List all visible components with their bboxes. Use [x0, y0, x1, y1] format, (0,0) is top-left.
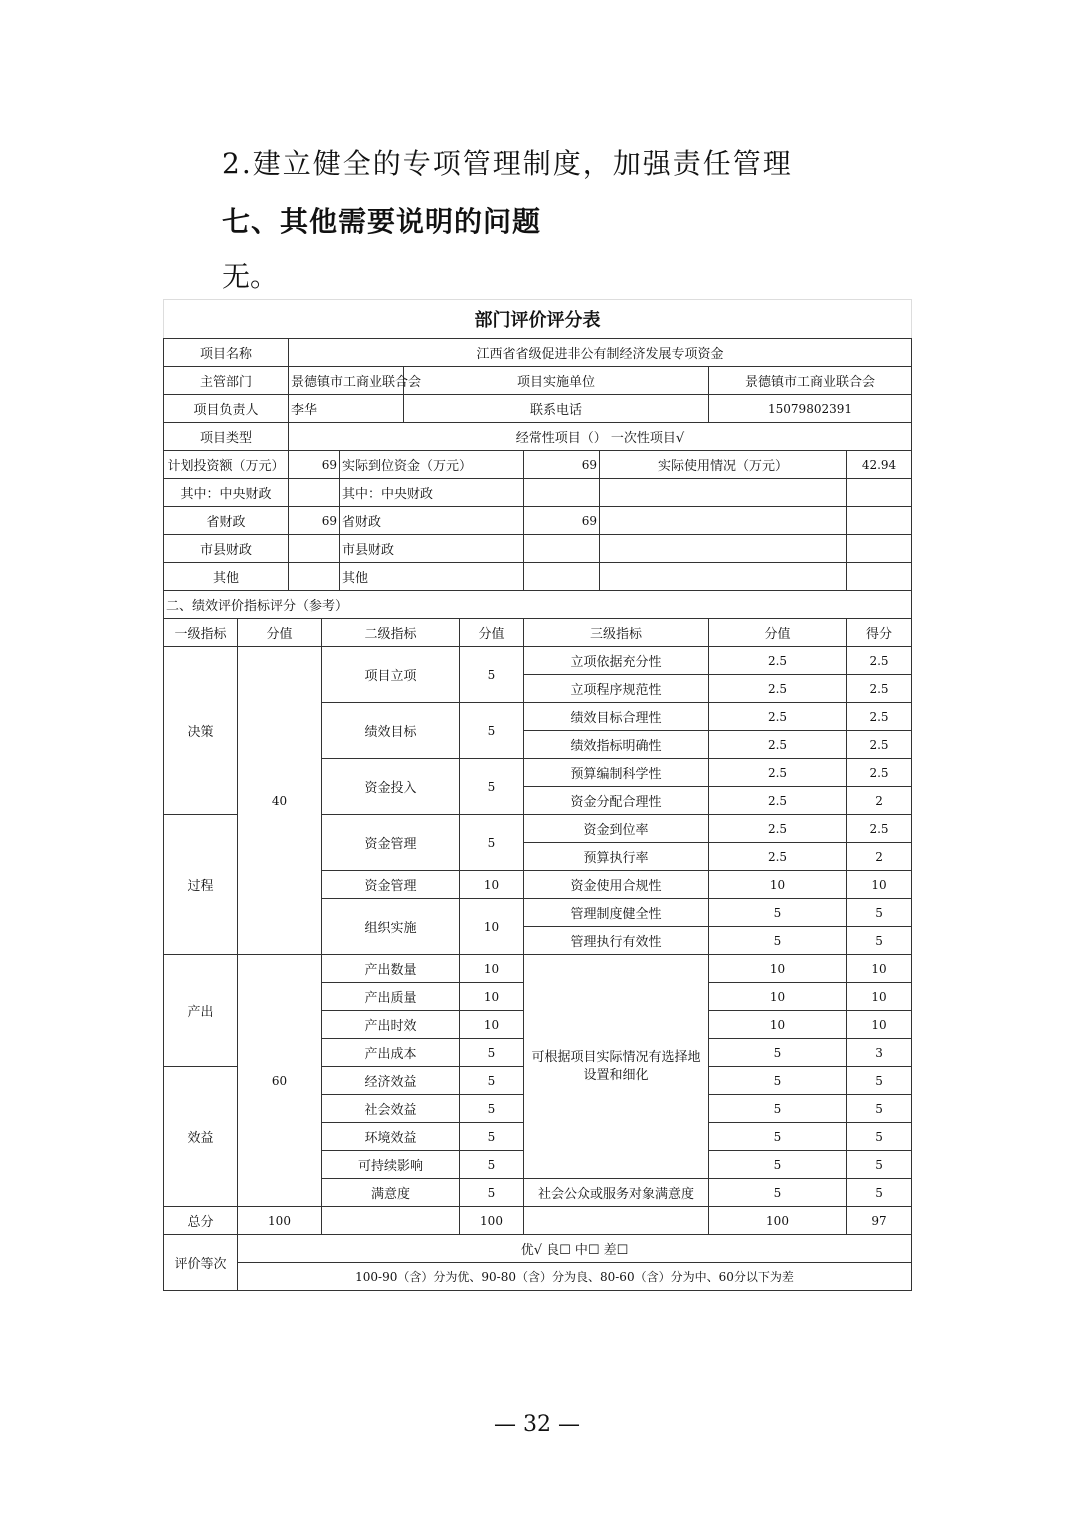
l3-max: 2.5: [709, 675, 847, 703]
used-value: 42.94: [847, 451, 912, 479]
city-used: [847, 535, 912, 563]
l2-lixiang: 项目立项: [322, 647, 460, 703]
l2-zijin-guanli-2-score: 10: [460, 871, 524, 899]
l1-decision: 决策: [164, 647, 238, 815]
l3-row: 预算编制科学性: [524, 759, 709, 787]
section-heading-7: 七、其他需要说明的问题: [222, 205, 542, 238]
page-number: — 32 —: [494, 1412, 580, 1437]
l3-row: 预算执行率: [524, 843, 709, 871]
l3-got: 2.5: [847, 675, 912, 703]
other-label-2: 其他: [340, 563, 524, 591]
other-plan: [289, 563, 340, 591]
actual-label: 实际到位资金（万元）: [340, 451, 524, 479]
city-label: 市县财政: [164, 535, 289, 563]
l2-jixiao: 绩效目标: [322, 703, 460, 759]
l3-got: 2: [847, 843, 912, 871]
l3-max: 2.5: [709, 815, 847, 843]
outcome-score: 5: [460, 1039, 524, 1067]
outcome-l2: 社会效益: [322, 1095, 460, 1123]
other-used-label: [600, 563, 847, 591]
outcome-got: 5: [847, 1067, 912, 1095]
outcome-l2: 产出成本: [322, 1039, 460, 1067]
central-used-label: [600, 479, 847, 507]
other-label: 其他: [164, 563, 289, 591]
plan-value: 69: [289, 451, 340, 479]
leader-label: 项目负责人: [164, 395, 289, 423]
outcome-max: 10: [709, 1011, 847, 1039]
grade-label: 评价等次: [164, 1235, 238, 1291]
l3-got: 2.5: [847, 731, 912, 759]
l3-got: 2.5: [847, 815, 912, 843]
outcome-max: 5: [709, 1179, 847, 1207]
city-actual: [524, 535, 600, 563]
l3-got: 5: [847, 927, 912, 955]
l3-max: 2.5: [709, 759, 847, 787]
outcome-max: 5: [709, 1095, 847, 1123]
outcome-max: 5: [709, 1039, 847, 1067]
l3-max: 2.5: [709, 731, 847, 759]
outcome-l2: 可持续影响: [322, 1151, 460, 1179]
l2-lixiang-score: 5: [460, 647, 524, 703]
l1-score-60: 60: [238, 955, 322, 1207]
dept-value: 景德镇市工商业联合会: [289, 367, 404, 395]
outcome-got: 5: [847, 1151, 912, 1179]
central-label: 其中：中央财政: [164, 479, 289, 507]
outcome-max: 5: [709, 1151, 847, 1179]
province-plan: 69: [289, 507, 340, 535]
l3-row: 绩效目标合理性: [524, 703, 709, 731]
outcome-score: 5: [460, 1067, 524, 1095]
outcome-l2: 满意度: [322, 1179, 460, 1207]
impl-unit-value: 景德镇市工商业联合会: [709, 367, 912, 395]
l1-score-40: 40: [238, 647, 322, 955]
paragraph-none: 无。: [222, 260, 279, 293]
l3-row: 资金到位率: [524, 815, 709, 843]
outcome-score: 5: [460, 1123, 524, 1151]
actual-value: 69: [524, 451, 600, 479]
outcome-score: 10: [460, 983, 524, 1011]
satisfaction-l3: 社会公众或服务对象满意度: [524, 1179, 709, 1207]
outcome-got: 10: [847, 955, 912, 983]
l1-benefit: 效益: [164, 1067, 238, 1207]
l2-zuzhi-score: 10: [460, 899, 524, 955]
type-value: 经常性项目（） 一次性项目√: [289, 423, 912, 451]
l2-jixiao-score: 5: [460, 703, 524, 759]
total-got: 97: [847, 1207, 912, 1235]
total-l1: 100: [238, 1207, 322, 1235]
outcome-got: 5: [847, 1179, 912, 1207]
outcome-l2: 产出质量: [322, 983, 460, 1011]
central-label-2: 其中：中央财政: [340, 479, 524, 507]
dept-label: 主管部门: [164, 367, 289, 395]
header-l1-score: 分值: [238, 619, 322, 647]
total-l3-blank: [524, 1207, 709, 1235]
phone-value: 15079802391: [709, 395, 912, 423]
l2-zijin-guanli: 资金管理: [322, 815, 460, 871]
l3-max: 10: [709, 871, 847, 899]
l3-row: 资金分配合理性: [524, 787, 709, 815]
city-label-2: 市县财政: [340, 535, 524, 563]
outcome-got: 10: [847, 983, 912, 1011]
l3-got: 2.5: [847, 647, 912, 675]
project-name-value: 江西省省级促进非公有制经济发展专项资金: [289, 339, 912, 367]
central-actual: [524, 479, 600, 507]
l1-output: 产出: [164, 955, 238, 1067]
section-2-label: 二、绩效评价指标评分（参考）: [164, 591, 912, 619]
total-l2: 100: [460, 1207, 524, 1235]
l3-row: 资金使用合规性: [524, 871, 709, 899]
outcome-got: 3: [847, 1039, 912, 1067]
province-used-label: [600, 507, 847, 535]
l3-got: 10: [847, 871, 912, 899]
l3-max: 2.5: [709, 703, 847, 731]
l3-got: 2: [847, 787, 912, 815]
province-actual: 69: [524, 507, 600, 535]
central-used: [847, 479, 912, 507]
l2-zuzhi: 组织实施: [322, 899, 460, 955]
l3-max: 2.5: [709, 787, 847, 815]
header-l1: 一级指标: [164, 619, 238, 647]
outcome-max: 5: [709, 1067, 847, 1095]
project-name-label: 项目名称: [164, 339, 289, 367]
outcome-max: 10: [709, 983, 847, 1011]
type-label: 项目类型: [164, 423, 289, 451]
header-got: 得分: [847, 619, 912, 647]
header-l2-score: 分值: [460, 619, 524, 647]
city-plan: [289, 535, 340, 563]
plan-label: 计划投资额（万元）: [164, 451, 289, 479]
total-l2-blank: [322, 1207, 460, 1235]
l3-row: 管理制度健全性: [524, 899, 709, 927]
grade-rule: 100-90（含）分为优、90-80（含）分为良、80-60（含）分为中、60分以下为差: [238, 1263, 912, 1291]
l3-row: 立项程序规范性: [524, 675, 709, 703]
outcome-max: 10: [709, 955, 847, 983]
used-label: 实际使用情况（万元）: [600, 451, 847, 479]
l3-row: 绩效指标明确性: [524, 731, 709, 759]
header-l3-score: 分值: [709, 619, 847, 647]
outcome-l2: 产出数量: [322, 955, 460, 983]
outcome-l2: 经济效益: [322, 1067, 460, 1095]
phone-label: 联系电话: [404, 395, 709, 423]
table-title: 部门评价评分表: [164, 300, 912, 339]
evaluation-table: [163, 299, 912, 1291]
province-label: 省财政: [164, 507, 289, 535]
outcome-got: 10: [847, 1011, 912, 1039]
l3-max: 5: [709, 899, 847, 927]
impl-unit-label: 项目实施单位: [404, 367, 709, 395]
city-used-label: [600, 535, 847, 563]
outcome-l2: 环境效益: [322, 1123, 460, 1151]
l3-got: 2.5: [847, 759, 912, 787]
outcome-got: 5: [847, 1123, 912, 1151]
header-l3: 三级指标: [524, 619, 709, 647]
l3-row: 立项依据充分性: [524, 647, 709, 675]
total-label: 总分: [164, 1207, 238, 1235]
l1-process: 过程: [164, 815, 238, 955]
province-used: [847, 507, 912, 535]
outcome-max: 5: [709, 1123, 847, 1151]
header-l2: 二级指标: [322, 619, 460, 647]
l2-zijin-touru-score: 5: [460, 759, 524, 815]
outcome-score: 5: [460, 1095, 524, 1123]
outcome-l2: 产出时效: [322, 1011, 460, 1039]
province-label-2: 省财政: [340, 507, 524, 535]
optional-note: 可根据项目实际情况有选择地设置和细化: [524, 955, 709, 1179]
other-used: [847, 563, 912, 591]
l3-max: 2.5: [709, 843, 847, 871]
paragraph-item-2: 2.建立健全的专项管理制度，加强责任管理: [222, 147, 793, 180]
total-max: 100: [709, 1207, 847, 1235]
l3-got: 5: [847, 899, 912, 927]
outcome-score: 10: [460, 955, 524, 983]
l2-zijin-guanli-2: 资金管理: [322, 871, 460, 899]
outcome-score: 10: [460, 1011, 524, 1039]
l3-got: 2.5: [847, 703, 912, 731]
outcome-score: 5: [460, 1151, 524, 1179]
outcome-score: 5: [460, 1179, 524, 1207]
l3-max: 5: [709, 927, 847, 955]
grade-value: 优√ 良☐ 中☐ 差☐: [238, 1235, 912, 1263]
other-actual: [524, 563, 600, 591]
l2-zijin-touru: 资金投入: [322, 759, 460, 815]
central-plan: [289, 479, 340, 507]
leader-value: 李华: [289, 395, 404, 423]
l3-row: 管理执行有效性: [524, 927, 709, 955]
outcome-got: 5: [847, 1095, 912, 1123]
l3-max: 2.5: [709, 647, 847, 675]
l2-zijin-guanli-score: 5: [460, 815, 524, 871]
